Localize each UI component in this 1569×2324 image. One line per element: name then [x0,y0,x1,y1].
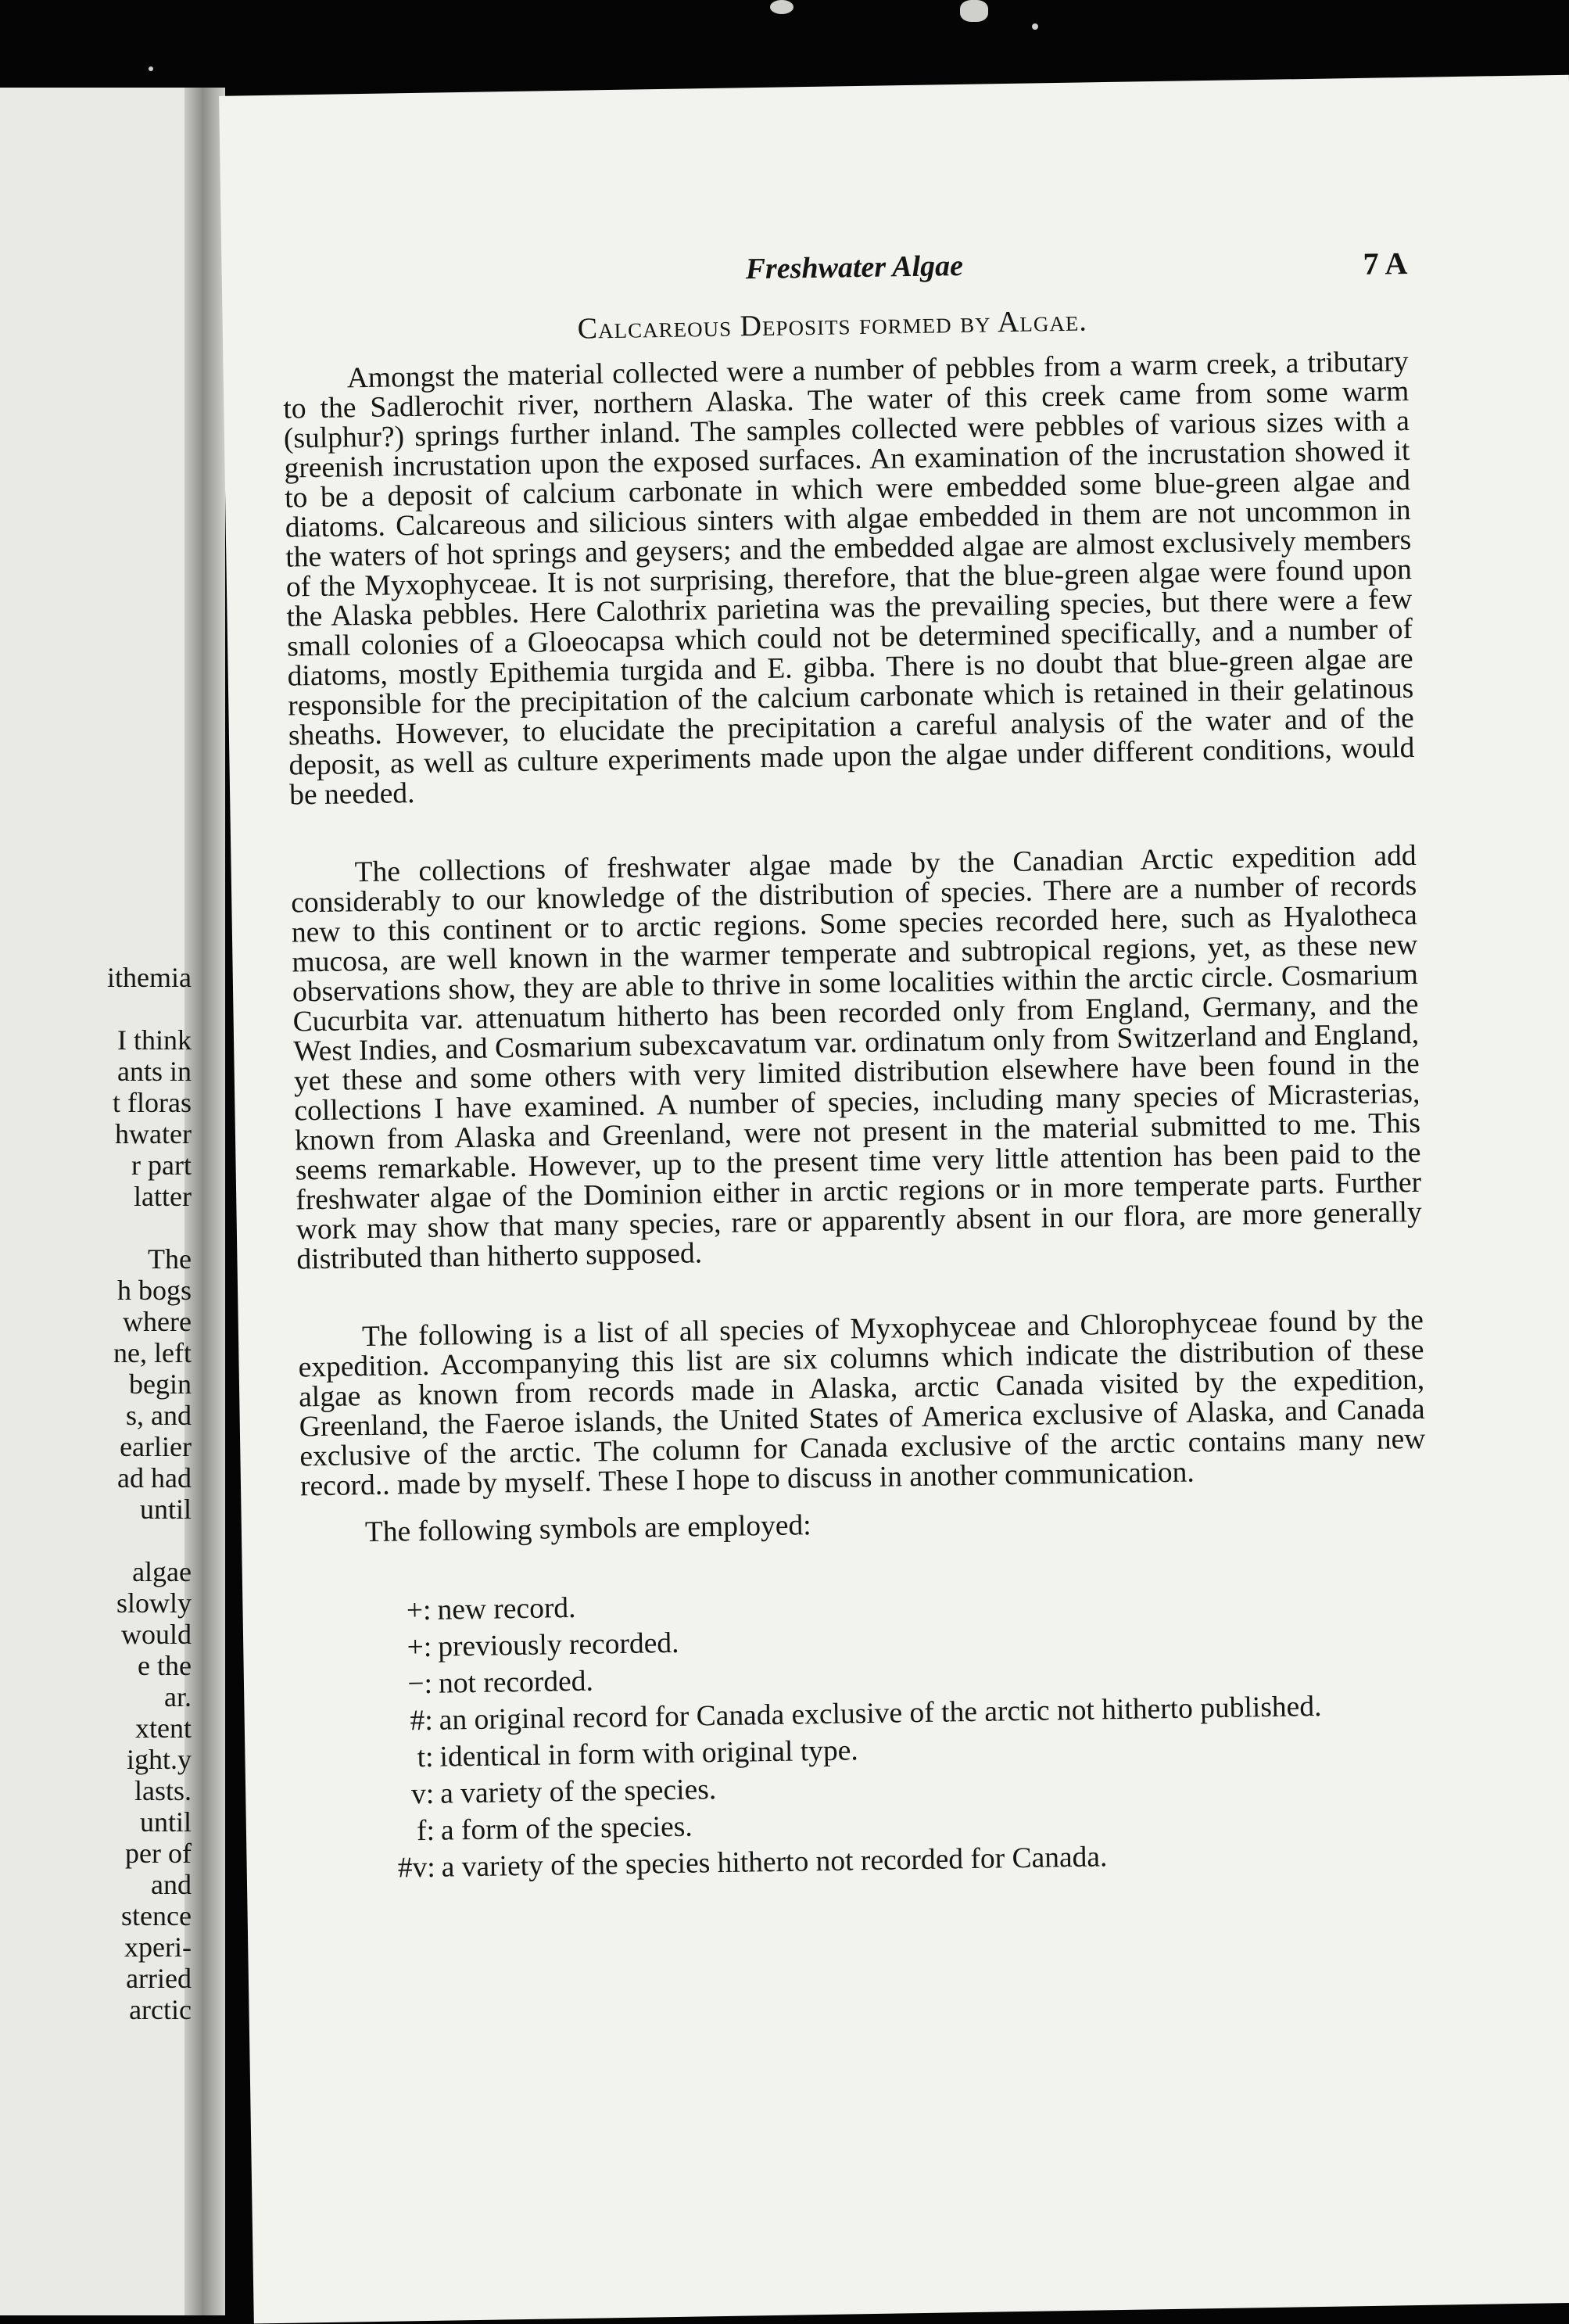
facing-page-fragment: ne, left [113,1337,192,1368]
symbol: t: [417,1741,434,1774]
facing-page-fragment: per of [125,1838,192,1869]
facing-page-fragment: latter [134,1181,192,1212]
symbol-description: a form of the species. [440,1810,693,1847]
symbol: v: [410,1777,435,1811]
facing-page-fragment: arried [126,1963,192,1994]
symbol-description: identical in form with original type. [439,1734,859,1773]
facing-page-fragment: ithemia [107,962,192,993]
symbol-list [302,1580,1432,1886]
facing-page-fragment: and [151,1869,192,1900]
symbol-description: previously recorded. [437,1626,679,1663]
facing-page-fragment: s, and [126,1400,192,1431]
paragraph: The following is a list of all species of Myxophyceae and Chlorophyceae found by the expedition. Accompanying this list are six columns which indicate the distribution of these algae as known from records made in Alaska, arctic Canada visited by the expedition, Greenland, the Faeroe islands, the United States of America exclusive of Alaska, and Canada exclusive of the arctic. The column for Canada exclusive of the arctic contains many new record.. made by myself. These I hope to discuss in another communication. [298,1304,1426,1503]
symbol: −: [407,1667,433,1701]
symbols-intro: The following symbols are employed: [364,1509,811,1549]
facing-page-fragment: begin [129,1368,192,1400]
facing-page-fragment: algae [132,1556,192,1587]
facing-page-fragment: until [139,1806,192,1838]
symbol: #v: [397,1851,436,1885]
page-header [221,239,1543,307]
facing-page-fragment: e the [138,1650,192,1681]
facing-page-fragment: r part [131,1149,192,1181]
facing-page-fragment: arctic [129,1994,192,2025]
facing-page-fragment: ar. [164,1681,192,1713]
body-text [282,347,1431,1891]
facing-page-fragment [0,1212,192,1243]
symbol: #: [410,1704,434,1738]
document-page [219,75,1569,2324]
symbol-description: not recorded. [438,1665,594,1700]
facing-page-fragment: hwater [115,1118,192,1149]
facing-page-fragment [0,1525,192,1556]
facing-page-fragment: xtent [135,1713,192,1744]
facing-page-fragment: xperi- [124,1931,192,1963]
facing-page-fragment: ants in [117,1056,192,1087]
facing-page-text [0,962,192,2025]
facing-page-fragment: earlier [120,1431,192,1462]
page-number: 7 A [1363,246,1408,282]
facing-page-fragment: where [123,1306,192,1337]
facing-page-fragment: until [139,1494,192,1525]
facing-page-fragment [0,993,192,1024]
symbol: +: [407,1630,432,1664]
facing-page-fragment: lasts. [134,1775,192,1806]
paragraph: Amongst the material collected were a number of pebbles from a warm creek, a tributary to the Sadlerochit river, northern Alaska. The water of this creek came from some warm (sulphur?) springs further inland. The samples collected were pebbles of various sizes with a greenish incrustation upon the exposed surfaces. An examination of the incrustation showed it to be a deposit of calcium carbonate in which were embedded some blue-green algae and diatoms. Calcareous and silicious sinters with algae embedded in them are not uncommon in the waters of hot springs and geysers; and the embedded algae are almost exclusively members of the Myxophyceae. It is not surprising, therefore, that the blue-green algae were found upon the Alaska pebbles. Here Calothrix parietina was the prevailing species, but there were a few small colonies of a Gloeocapsa which could not be determined specifically, and a number of diatoms, mostly Epithemia turgida and E. gibba. There is no doubt that blue-green algae are responsible for the precipitation of the calcium carbonate which is retained in their gelatinous sheaths. However, to elucidate the precipitation a careful analysis of the water and of the deposit, as well as culture experiments made upon the algae under different conditions, would be needed. [283,345,1415,812]
paragraph: The collections of freshwater algae made by the Canadian Arctic expedition add considerably to our knowledge of the distribution of species. There are a number of records new to this continent or to arctic regions. Some species recorded here, such as Hyalotheca mucosa, are well known in the warmer temperate and subtropical regions, yet, as these new observations show, they are able to thrive in some localities within the arctic circle. Cosmarium Cucurbita var. attenuatum hitherto has been recorded only from England, Germany, and the West Indies, and Cosmarium subexcavatum var. ordinatum only from Switzerland and England, yet these and some others with very limited distribution elsewhere have been found in the collections I have examined. A number of species, including many species of Micrasterias, known from Alaska and Greenland, were not present in the material submitted to me. This seems remarkable. However, up to the present time very little attention has been paid to the freshwater algae of the Dominion either in arctic regions or in more temperate parts. Further work may show that many species, rare or apparently absent in our flora, are more generally distributed than hitherto supposed. [290,839,1423,1276]
running-title: Freshwater Algae [745,249,964,286]
symbol-description: new record. [437,1591,576,1626]
facing-page-fragment: stence [121,1900,192,1931]
symbol-description: an original record for Canada exclusive of the arctic not hitherto published. [439,1690,1322,1737]
facing-page-fragment: I think [117,1024,192,1056]
symbol: +: [406,1594,432,1627]
facing-page-fragment: The [148,1243,192,1275]
facing-page-fragment: ad had [117,1462,192,1494]
facing-page-fragment: t floras [113,1087,192,1118]
facing-page-fragment: would [121,1619,192,1650]
facing-page-fragment: h bogs [116,1275,192,1306]
section-title: Calcareous Deposits formed by Algae. [577,304,1088,346]
facing-page-fragment: slowly [116,1587,192,1619]
symbol: f: [416,1814,435,1848]
facing-page-fragment: ight.y [126,1744,192,1775]
symbol-description: a variety of the species. [439,1773,717,1810]
symbol-description: a variety of the species hitherto not recorded for Canada. [441,1841,1108,1884]
